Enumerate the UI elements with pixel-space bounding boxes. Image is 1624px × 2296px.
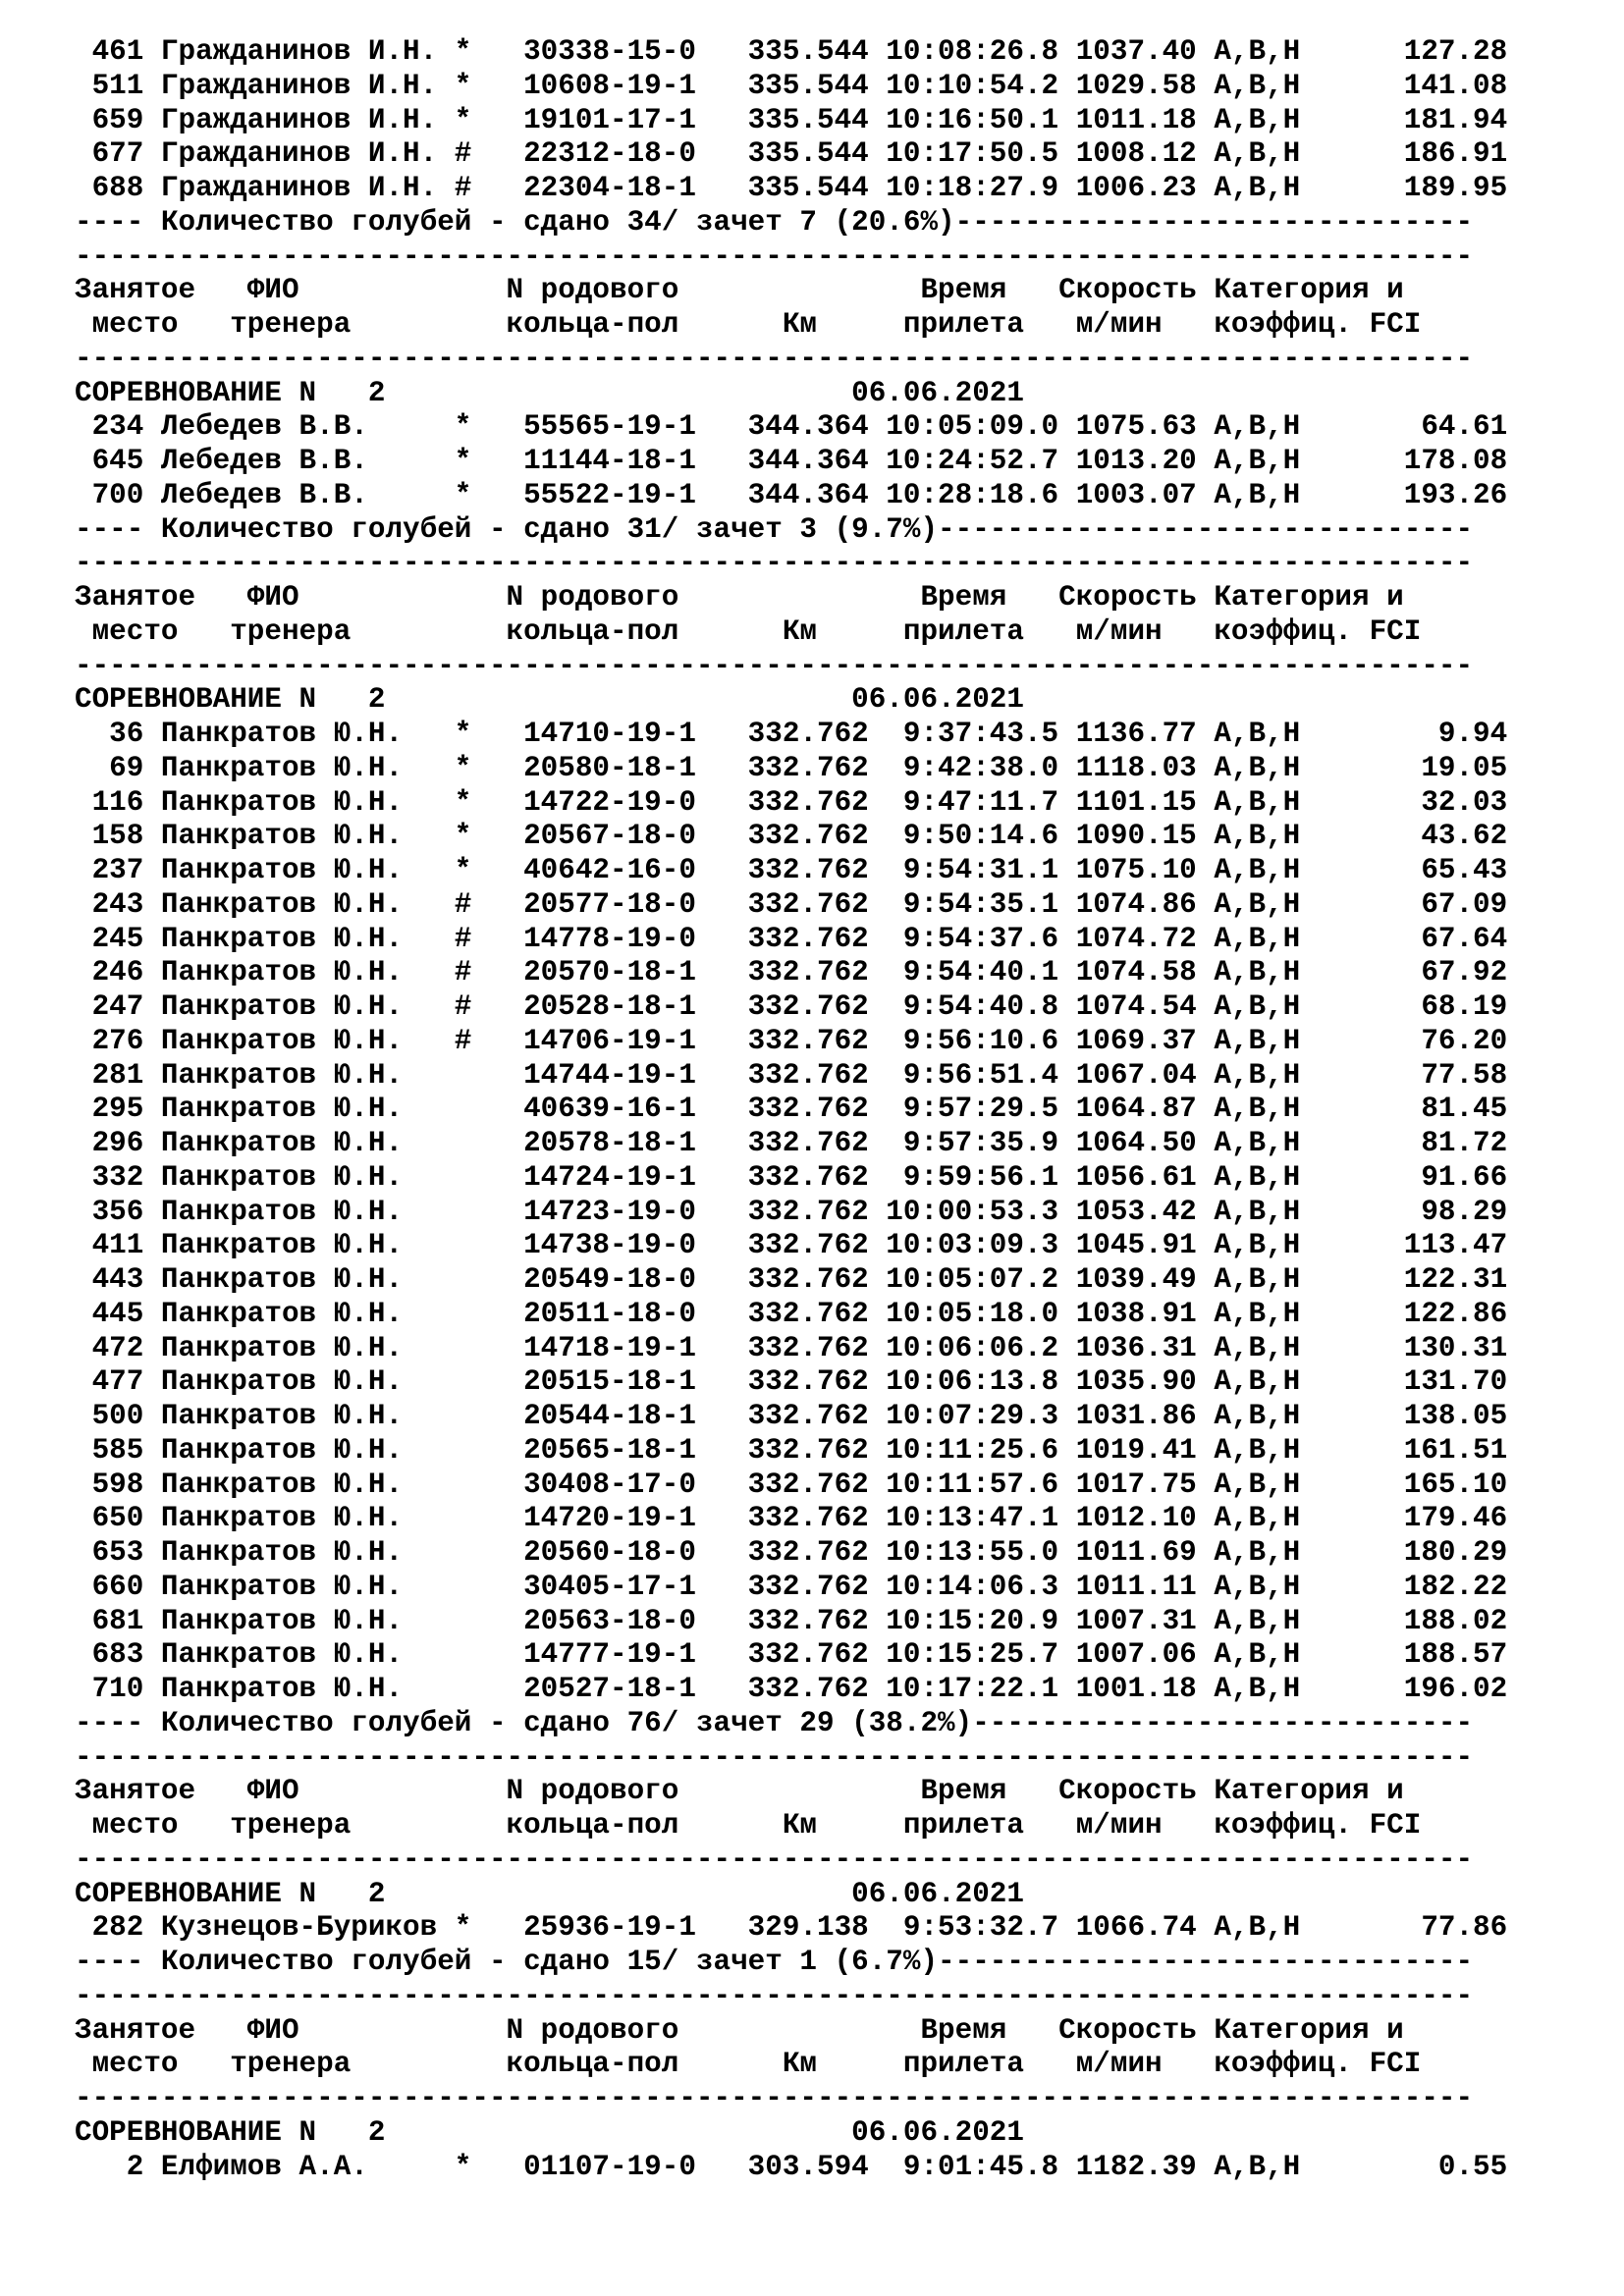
report-line: ---- Количество голубей - сдано 76/ зачет 29 (38.2%)----------------------------- [75,1706,1474,1739]
report-line: СОРЕВНОВАНИЕ N 2 06.06.2021 [75,683,1024,717]
report-line: место тренера кольца-пол Км прилета м/мин коэффиц. FCI [75,2048,1422,2081]
report-line: --------------------------------------------------------------------------------- [75,1979,1474,2012]
report-line: 243 Панкратов Ю.Н. # 20577-18-0 332.762 9:54:35.1 1074.86 А,В,Н 67.09 [75,887,1508,921]
report-line: --------------------------------------------------------------------------------- [75,1740,1474,1774]
report-line: 445 Панкратов Ю.Н. 20511-18-0 332.762 10:05:18.0 1038.91 А,В,Н 122.86 [75,1297,1508,1330]
report-line: 411 Панкратов Ю.Н. 14738-19-0 332.762 10:03:09.3 1045.91 А,В,Н 113.47 [75,1229,1508,1262]
report-line: 659 Гражданинов И.Н. * 19101-17-1 335.544 10:16:50.1 1011.18 А,В,Н 181.94 [75,103,1508,136]
report-line: Занятое ФИО N родового Время Скорость Категория и [75,2013,1404,2047]
report-line: 700 Лебедев В.В. * 55522-19-1 344.364 10:28:18.6 1003.07 А,В,Н 193.26 [75,478,1508,511]
report-line: Занятое ФИО N родового Время Скорость Категория и [75,581,1404,614]
report-line: 36 Панкратов Ю.Н. * 14710-19-1 332.762 9:37:43.5 1136.77 А,В,Н 9.94 [75,718,1508,750]
report-line: 2 Елфимов А.А. * 01107-19-0 303.594 9:01:45.8 1182.39 А,В,Н 0.55 [75,2150,1508,2183]
report-line: место тренера кольца-пол Км прилета м/мин коэффиц. FCI [75,614,1422,648]
report-line: --------------------------------------------------------------------------------- [75,2082,1474,2114]
report-line: 683 Панкратов Ю.Н. 14777-19-1 332.762 10:15:25.7 1007.06 А,В,Н 188.57 [75,1638,1508,1672]
results-document [75,35,1567,2184]
report-line: 511 Гражданинов И.Н. * 10608-19-1 335.544 10:10:54.2 1029.58 А,В,Н 141.08 [75,69,1508,102]
report-line: Занятое ФИО N родового Время Скорость Категория и [75,1775,1404,1808]
report-line: 158 Панкратов Ю.Н. * 20567-18-0 332.762 9:50:14.6 1090.15 А,В,Н 43.62 [75,820,1508,853]
report-line: 237 Панкратов Ю.Н. * 40642-16-0 332.762 9:54:31.1 1075.10 А,В,Н 65.43 [75,854,1508,886]
report-line: 356 Панкратов Ю.Н. 14723-19-0 332.762 10:00:53.3 1053.42 А,В,Н 98.29 [75,1195,1508,1228]
report-line: ---- Количество голубей - сдано 15/ зачет 1 (6.7%)------------------------------- [75,1946,1474,1978]
report-line: --------------------------------------------------------------------------------- [75,649,1474,682]
report-line: 276 Панкратов Ю.Н. # 14706-19-1 332.762 9:56:10.6 1069.37 А,В,Н 76.20 [75,1024,1508,1057]
report-line: 245 Панкратов Ю.Н. # 14778-19-0 332.762 9:54:37.6 1074.72 А,В,Н 67.64 [75,922,1508,955]
report-line: 681 Панкратов Ю.Н. 20563-18-0 332.762 10:15:20.9 1007.31 А,В,Н 188.02 [75,1604,1508,1637]
report-line: --------------------------------------------------------------------------------- [75,342,1474,375]
report-line: 677 Гражданинов И.Н. # 22312-18-0 335.544 10:17:50.5 1008.12 А,В,Н 186.91 [75,137,1508,171]
report-line: место тренера кольца-пол Км прилета м/мин коэффиц. FCI [75,1809,1422,1842]
report-line: 500 Панкратов Ю.Н. 20544-18-1 332.762 10:07:29.3 1031.86 А,В,Н 138.05 [75,1400,1508,1432]
report-line: 443 Панкратов Ю.Н. 20549-18-0 332.762 10:05:07.2 1039.49 А,В,Н 122.31 [75,1263,1508,1296]
report-line: 247 Панкратов Ю.Н. # 20528-18-1 332.762 9:54:40.8 1074.54 А,В,Н 68.19 [75,990,1508,1023]
report-line: 461 Гражданинов И.Н. * 30338-15-0 335.544 10:08:26.8 1037.40 А,В,Н 127.28 [75,35,1508,68]
report-line: ---- Количество голубей - сдано 34/ зачет 7 (20.6%)------------------------------ [75,205,1474,239]
report-line: 650 Панкратов Ю.Н. 14720-19-1 332.762 10:13:47.1 1012.10 А,В,Н 179.46 [75,1502,1508,1535]
report-line: 296 Панкратов Ю.Н. 20578-18-1 332.762 9:57:35.9 1064.50 А,В,Н 81.72 [75,1127,1508,1159]
report-line: 653 Панкратов Ю.Н. 20560-18-0 332.762 10:13:55.0 1011.69 А,В,Н 180.29 [75,1536,1508,1569]
report-line: СОРЕВНОВАНИЕ N 2 06.06.2021 [75,376,1024,409]
report-line: 234 Лебедев В.В. * 55565-19-1 344.364 10:05:09.0 1075.63 А,В,Н 64.61 [75,410,1508,444]
report-line: место тренера кольца-пол Км прилета м/мин коэффиц. FCI [75,308,1422,341]
report-line: 710 Панкратов Ю.Н. 20527-18-1 332.762 10:17:22.1 1001.18 А,В,Н 196.02 [75,1673,1508,1705]
report-line: СОРЕВНОВАНИЕ N 2 06.06.2021 [75,2115,1024,2149]
report-line: ---- Количество голубей - сдано 31/ зачет 3 (9.7%)------------------------------- [75,512,1474,546]
report-line: 246 Панкратов Ю.Н. # 20570-18-1 332.762 9:54:40.1 1074.58 А,В,Н 67.92 [75,956,1508,989]
report-line: 598 Панкратов Ю.Н. 30408-17-0 332.762 10:11:57.6 1017.75 А,В,Н 165.10 [75,1468,1508,1501]
report-line: Занятое ФИО N родового Время Скорость Категория и [75,274,1404,307]
report-line: 645 Лебедев В.В. * 11144-18-1 344.364 10:24:52.7 1013.20 А,В,Н 178.08 [75,445,1508,477]
report-line: 472 Панкратов Ю.Н. 14718-19-1 332.762 10:06:06.2 1036.31 А,В,Н 130.31 [75,1331,1508,1364]
report-line: 295 Панкратов Ю.Н. 40639-16-1 332.762 9:57:29.5 1064.87 А,В,Н 81.45 [75,1093,1508,1126]
report-line: --------------------------------------------------------------------------------- [75,240,1474,273]
report-line: 116 Панкратов Ю.Н. * 14722-19-0 332.762 9:47:11.7 1101.15 А,В,Н 32.03 [75,785,1508,819]
report-line: 69 Панкратов Ю.Н. * 20580-18-1 332.762 9:42:38.0 1118.03 А,В,Н 19.05 [75,751,1508,784]
report-line: 660 Панкратов Ю.Н. 30405-17-1 332.762 10:14:06.3 1011.11 А,В,Н 182.22 [75,1570,1508,1603]
report-line: 282 Кузнецов-Буриков * 25936-19-1 329.138 9:53:32.7 1066.74 А,В,Н 77.86 [75,1911,1508,1945]
report-line: СОРЕВНОВАНИЕ N 2 06.06.2021 [75,1877,1024,1910]
report-line: 281 Панкратов Ю.Н. 14744-19-1 332.762 9:56:51.4 1067.04 А,В,Н 77.58 [75,1058,1508,1092]
report-line: --------------------------------------------------------------------------------- [75,547,1474,580]
report-line: 688 Гражданинов И.Н. # 22304-18-1 335.544 10:18:27.9 1006.23 А,В,Н 189.95 [75,172,1508,204]
report-line: 477 Панкратов Ю.Н. 20515-18-1 332.762 10:06:13.8 1035.90 А,В,Н 131.70 [75,1365,1508,1399]
report-line: 585 Панкратов Ю.Н. 20565-18-1 332.762 10:11:25.6 1019.41 А,В,Н 161.51 [75,1433,1508,1467]
report-line: --------------------------------------------------------------------------------- [75,1842,1474,1876]
report-line: 332 Панкратов Ю.Н. 14724-19-1 332.762 9:59:56.1 1056.61 А,В,Н 91.66 [75,1160,1508,1194]
